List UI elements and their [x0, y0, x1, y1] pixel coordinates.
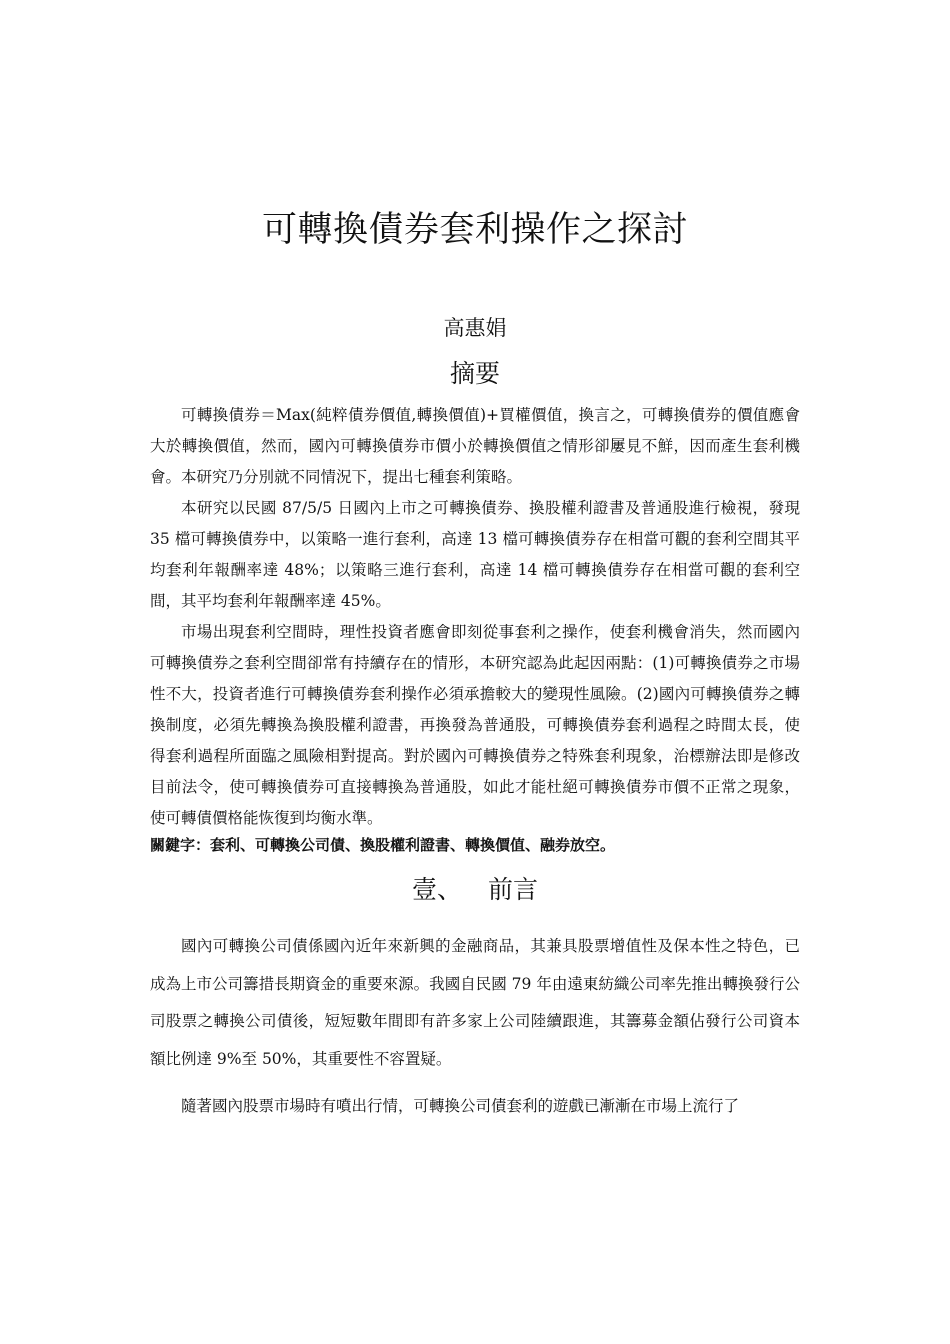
keywords-line: 關鍵字：套利、可轉換公司債、換股權利證書、轉換價值、融券放空。 — [150, 836, 616, 854]
paper-title: 可轉換債券套利操作之探討 — [261, 210, 688, 250]
section-number: 壹、 — [411, 875, 462, 904]
section-label: 前言 — [488, 875, 539, 904]
section-heading — [0, 870, 950, 910]
author-name: 高惠娟 — [443, 316, 507, 340]
body-paragraph: 國內可轉換公司債係國內近年來新興的金融商品，其兼具股票增值性及保本性之特色，已成為上市公司籌措長期資金的重要來源。我國自民國 79 年由遠東紡織公司率先推出轉換發行公司股票之轉換公司債後，短短數年間即有許多家上公司陸續跟進，其籌募金額佔發行公司資本額比例達 9%至 50%，其重要性不容置疑。 — [150, 937, 800, 1068]
body-paragraph: 隨著國內股票市場時有噴出行情，可轉換公司債套利的遊戲已漸漸在市場上流行了 — [181, 1097, 740, 1116]
abstract-paragraph: 本研究以民國 87/5/5 日國內上市之可轉換債券、換股權利證書及普通股進行檢視，發現 35 檔可轉換債券中，以策略一進行套利，高達 13 檔可轉換債券存在相當可觀的套利空間其平均套利年報酬率達 48%；以策略三進行套利，高達 14 檔可轉換債券存在相當可觀的套利空間，其平均套利年報酬率達 45%。 — [150, 499, 800, 610]
section-body — [150, 928, 800, 1126]
abstract-heading: 摘要 — [449, 359, 500, 388]
abstract-paragraph: 可轉換債券＝Max(純粹債券價值,轉換價值)+買權價值，換言之，可轉換債券的價值應會大於轉換價值，然而，國內可轉換債券市價小於轉換價值之情形卻屢見不鮮，因而產生套利機會。本研究乃分別就不同情況下，提出七種套利策略。 — [150, 406, 800, 486]
abstract-paragraph: 市場出現套利空間時，理性投資者應會即刻從事套利之操作，使套利機會消失，然而國內可轉換債券之套利空間卻常有持續存在的情形，本研究認為此起因兩點：(1)可轉換債券之市場性不大，投資者進行可轉換債券套利操作必須承擔較大的變現性風險。(2)國內可轉換債券之轉換制度，必須先轉換為換股權利證書，再換發為普通股，可轉換債券套利過程之時間太長，使得套利過程所面臨之風險相對提高。對於國內可轉換債券之特殊套利現象，治標辦法即是修改目前法令，使可轉換債券可直接轉換為普通股，如此才能杜絕可轉換債券市價不正常之現象，使可轉債價格能恢復到均衡水準。 — [150, 623, 800, 827]
abstract-body — [150, 400, 800, 834]
